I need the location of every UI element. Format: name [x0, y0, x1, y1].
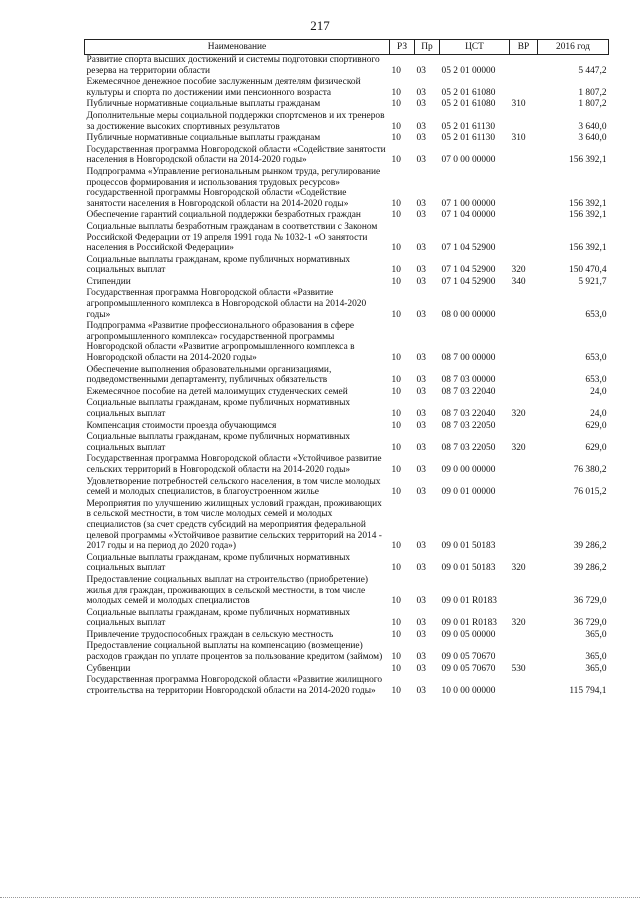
row-name-cell: Государственная программа Новгородской области «Устойчивое развитие сельских территорий в Новгородской области на 2014-2020 годы» — [86, 454, 382, 475]
row-rz-cell: 10 — [391, 276, 401, 287]
row-name-cell: Мероприятия по улучшению жилищных условий граждан, проживающих в сельской местности, в том числе молодых семей и молодых специалистов (за счет средств субсидий на мероприятия федеральной целевой программы «Устойчивое развитие сельских территорий на 2014 - 2017 годы и на период до 2020 года») — [86, 498, 382, 552]
row-rz-cell: 10 — [391, 121, 401, 132]
row-pr-cell: 03 — [416, 198, 426, 209]
row-amount-cell: 3 640,0 — [578, 121, 607, 132]
table-row — [85, 99, 609, 111]
row-cst-cell: 05 2 01 61130 — [441, 121, 496, 132]
row-name-cell: Социальные выплаты гражданам, кроме публичных нормативных социальных выплат — [86, 432, 351, 453]
table-row — [85, 222, 609, 255]
row-amount-cell: 156 392,1 — [569, 243, 607, 254]
row-amount-cell: 629,0 — [585, 420, 607, 431]
row-rz-cell: 10 — [391, 65, 401, 76]
row-amount-cell: 653,0 — [585, 353, 607, 364]
row-amount-cell: 115 794,1 — [569, 685, 607, 696]
table-row — [85, 477, 609, 499]
row-name-cell: Публичные нормативные социальные выплаты гражданам — [86, 133, 321, 144]
row-vr-cell: 320 — [511, 409, 526, 419]
row-cst-cell: 10 0 00 00000 — [441, 685, 496, 696]
row-rz-cell: 10 — [391, 265, 401, 276]
row-cst-cell: 07 1 04 52900 — [441, 243, 496, 254]
table-row — [85, 111, 609, 133]
table-row — [85, 664, 609, 676]
row-rz-cell: 10 — [391, 618, 401, 629]
row-cst-cell: 08 7 03 22040 — [441, 409, 496, 419]
row-pr-cell: 03 — [416, 487, 426, 498]
row-cst-cell: 09 0 01 R0183 — [441, 618, 497, 629]
table-row — [85, 454, 609, 476]
row-name-cell: Ежемесячное пособие на детей малоимущих студенческих семей — [86, 386, 348, 397]
row-amount-cell: 24,0 — [590, 386, 607, 397]
table-row — [85, 55, 609, 78]
row-rz-cell: 10 — [391, 420, 401, 431]
row-vr-cell: 320 — [511, 265, 526, 276]
row-name-cell: Обеспечение выполнения образовательными организациями, подведомственными департаменту, публичных обязательств — [86, 364, 332, 386]
row-pr-cell: 03 — [416, 629, 426, 640]
row-vr-cell — [510, 675, 538, 697]
table-row — [85, 398, 609, 420]
row-cst-cell: 07 0 00 00000 — [441, 155, 496, 166]
row-name-cell: Социальные выплаты гражданам, кроме публичных нормативных социальных выплат — [86, 552, 351, 574]
row-rz-cell: 10 — [391, 99, 401, 110]
row-vr-cell — [510, 222, 538, 255]
row-amount-cell: 36 729,0 — [573, 618, 607, 629]
row-name-cell: Дополнительные меры социальной поддержки спортсменов и их тренеров за достижение высоких спортивных результатов — [86, 110, 385, 132]
row-name-cell: Субвенции — [86, 663, 131, 674]
row-vr-cell — [510, 387, 538, 399]
row-pr-cell: 03 — [416, 87, 426, 98]
table-header-row — [85, 40, 609, 55]
row-rz-cell: 10 — [391, 386, 401, 397]
row-pr-cell: 03 — [416, 596, 426, 607]
row-vr-cell — [510, 55, 538, 78]
row-pr-cell: 03 — [416, 618, 426, 629]
row-name-cell: Компенсация стоимости проезда обучающимся — [86, 420, 277, 431]
row-vr-cell — [510, 421, 538, 433]
row-pr-cell: 03 — [416, 155, 426, 166]
table-row — [85, 432, 609, 454]
table-row — [85, 641, 609, 663]
row-pr-cell: 03 — [416, 309, 426, 320]
row-vr-cell: 340 — [511, 276, 526, 287]
row-cst-cell: 05 2 01 00000 — [441, 65, 496, 76]
row-pr-cell: 03 — [416, 541, 426, 552]
table-row — [85, 133, 609, 145]
row-cst-cell: 08 0 00 00000 — [441, 309, 496, 320]
table-row — [85, 575, 609, 608]
row-cst-cell: 09 0 05 00000 — [441, 629, 496, 640]
row-pr-cell: 03 — [416, 386, 426, 397]
row-vr-cell — [510, 630, 538, 642]
row-cst-cell: 08 7 03 22050 — [441, 420, 496, 431]
column-header-pr: Пр — [415, 40, 440, 55]
row-cst-cell: 07 1 00 00000 — [441, 198, 496, 209]
table-row — [85, 387, 609, 399]
row-pr-cell: 03 — [416, 353, 426, 364]
table-row — [85, 421, 609, 433]
row-amount-cell: 24,0 — [590, 409, 607, 419]
column-header-cst: ЦСТ — [440, 40, 510, 55]
row-cst-cell: 09 0 01 50183 — [441, 541, 496, 552]
row-amount-cell: 653,0 — [585, 309, 607, 320]
row-amount-cell: 36 729,0 — [573, 596, 607, 607]
row-name-cell: Социальные выплаты гражданам, кроме публичных нормативных социальных выплат — [86, 398, 351, 419]
row-cst-cell: 05 2 01 61130 — [441, 133, 496, 144]
budget-table — [84, 39, 609, 697]
row-rz-cell: 10 — [391, 442, 401, 453]
row-amount-cell: 365,0 — [585, 652, 607, 663]
row-name-cell: Социальные выплаты безработным гражданам в соответствии с Законом Российской Федерации от 19 апреля 1991 года № 1032-1 «О занятости населения в Российской Федерации» — [86, 221, 378, 254]
row-vr-cell — [510, 499, 538, 553]
row-rz-cell: 10 — [391, 210, 401, 221]
table-row — [85, 77, 609, 99]
row-cst-cell: 08 7 00 00000 — [441, 353, 496, 364]
row-pr-cell: 03 — [416, 685, 426, 696]
row-rz-cell: 10 — [391, 596, 401, 607]
row-amount-cell: 629,0 — [585, 442, 607, 453]
column-header-name: Наименование — [85, 40, 390, 55]
row-vr-cell — [510, 167, 538, 210]
row-vr-cell — [510, 288, 538, 321]
table-row — [85, 321, 609, 364]
row-rz-cell: 10 — [391, 487, 401, 498]
row-name-cell: Обеспечение гарантий социальной поддержки безработных граждан — [86, 210, 361, 221]
row-cst-cell: 05 2 01 61080 — [441, 87, 496, 98]
row-amount-cell: 365,0 — [585, 663, 607, 674]
table-row — [85, 255, 609, 277]
row-rz-cell: 10 — [391, 133, 401, 144]
row-vr-cell — [510, 641, 538, 663]
row-rz-cell: 10 — [391, 309, 401, 320]
row-rz-cell: 10 — [391, 198, 401, 209]
row-amount-cell: 156 392,1 — [569, 198, 607, 209]
row-rz-cell: 10 — [391, 685, 401, 696]
row-rz-cell: 10 — [391, 629, 401, 640]
row-pr-cell: 03 — [416, 409, 426, 419]
page-bottom-rule — [0, 897, 640, 898]
row-name-cell: Развитие спорта высших достижений и системы подготовки спортивного резерва на территории области — [86, 55, 380, 76]
table-row — [85, 145, 609, 167]
row-vr-cell — [510, 111, 538, 133]
row-vr-cell — [510, 145, 538, 167]
row-vr-cell: 310 — [511, 99, 526, 110]
row-amount-cell: 1 807,2 — [578, 87, 607, 98]
row-vr-cell — [510, 454, 538, 476]
row-rz-cell: 10 — [391, 541, 401, 552]
row-pr-cell: 03 — [416, 464, 426, 475]
row-cst-cell: 09 0 01 00000 — [441, 487, 496, 498]
page-number: 217 — [310, 18, 330, 33]
row-amount-cell: 156 392,1 — [569, 155, 607, 166]
row-rz-cell: 10 — [391, 409, 401, 419]
row-name-cell: Публичные нормативные социальные выплаты гражданам — [86, 99, 321, 110]
row-amount-cell: 3 640,0 — [578, 133, 607, 144]
row-vr-cell: 320 — [511, 563, 526, 574]
column-header-rz: РЗ — [390, 40, 415, 55]
column-header-year: 2016 год — [538, 40, 609, 55]
row-name-cell: Привлечение трудоспособных граждан в сельскую местность — [86, 629, 334, 640]
row-pr-cell: 03 — [416, 663, 426, 674]
row-name-cell: Государственная программа Новгородской области «Развитие жилищного строительства на территории Новгородской области на 2014-2020 годы» — [86, 675, 383, 696]
table-row — [85, 365, 609, 387]
row-cst-cell: 08 7 03 00000 — [441, 375, 496, 386]
row-pr-cell: 03 — [416, 375, 426, 386]
row-rz-cell: 10 — [391, 563, 401, 574]
row-rz-cell: 10 — [391, 652, 401, 663]
row-amount-cell: 5 921,7 — [578, 276, 607, 287]
row-cst-cell: 09 0 05 70670 — [441, 663, 496, 674]
row-amount-cell: 1 807,2 — [578, 99, 607, 110]
row-name-cell: Стипендии — [86, 276, 131, 287]
row-pr-cell: 03 — [416, 442, 426, 453]
row-pr-cell: 03 — [416, 276, 426, 287]
table-row — [85, 499, 609, 553]
row-name-cell: Удовлетворение потребностей сельского населения, в том числе молодых семей и молодых специалистов, в благоустроенном жилье — [86, 476, 381, 498]
column-header-vr: ВР — [510, 40, 538, 55]
row-vr-cell — [510, 77, 538, 99]
row-rz-cell: 10 — [391, 87, 401, 98]
row-vr-cell: 320 — [511, 442, 526, 453]
row-amount-cell: 150 470,4 — [569, 265, 607, 276]
row-pr-cell: 03 — [416, 210, 426, 221]
row-amount-cell: 156 392,1 — [569, 210, 607, 221]
row-vr-cell — [510, 210, 538, 222]
table-row — [85, 630, 609, 642]
row-vr-cell — [510, 321, 538, 364]
row-cst-cell: 07 1 04 52900 — [441, 265, 496, 276]
row-rz-cell: 10 — [391, 155, 401, 166]
row-cst-cell: 07 1 04 00000 — [441, 210, 496, 221]
row-pr-cell: 03 — [416, 99, 426, 110]
row-amount-cell: 76 380,2 — [573, 464, 607, 475]
row-name-cell: Государственная программа Новгородской области «Содействие занятости населения в Новгородской области на 2014-2020 годы» — [86, 144, 386, 166]
row-cst-cell: 09 0 01 R0183 — [441, 596, 497, 607]
row-rz-cell: 10 — [391, 464, 401, 475]
row-vr-cell: 310 — [511, 133, 526, 144]
row-amount-cell: 653,0 — [585, 375, 607, 386]
table-row — [85, 553, 609, 575]
table-row — [85, 167, 609, 210]
row-pr-cell: 03 — [416, 121, 426, 132]
row-name-cell: Предоставление социальной выплаты на компенсацию (возмещение) расходов граждан по уплате процентов за пользование кредитом (займом) — [86, 641, 383, 663]
row-pr-cell: 03 — [416, 265, 426, 276]
row-vr-cell: 320 — [511, 618, 526, 629]
row-rz-cell: 10 — [391, 663, 401, 674]
row-rz-cell: 10 — [391, 243, 401, 254]
row-name-cell: Ежемесячное денежное пособие заслуженным деятелям физической культуры и спорта по достижении ими пенсионного возраста — [86, 77, 361, 98]
table-row — [85, 210, 609, 222]
row-cst-cell: 09 0 00 00000 — [441, 464, 496, 475]
row-cst-cell: 08 7 03 22040 — [441, 386, 496, 397]
row-pr-cell: 03 — [416, 563, 426, 574]
table-row — [85, 608, 609, 630]
row-name-cell: Предоставление социальных выплат на строительство (приобретение) жилья для граждан, проживающих в сельской местности, в том числе молодых семей и молодых специалистов — [86, 574, 368, 607]
row-amount-cell: 39 286,2 — [573, 563, 607, 574]
row-name-cell: Подпрограмма «Развитие профессионального образования в сфере агропромышленного комплекса» государственной программы Новгородской области «Развитие агропромышленного комплекса в Новгородской области на 2014-2020 годы» — [86, 321, 355, 364]
row-name-cell: Государственная программа Новгородской области «Развитие агропромышленного комплекса в Новгородской области на 2014-2020 годы» — [86, 288, 367, 320]
row-amount-cell: 365,0 — [585, 629, 607, 640]
row-name-cell: Социальные выплаты гражданам, кроме публичных нормативных социальных выплат — [86, 607, 351, 629]
row-vr-cell — [510, 477, 538, 499]
table-row — [85, 675, 609, 697]
row-cst-cell: 09 0 05 70670 — [441, 652, 496, 663]
row-vr-cell — [510, 365, 538, 387]
row-amount-cell: 5 447,2 — [578, 65, 607, 76]
table-row — [85, 277, 609, 289]
row-rz-cell: 10 — [391, 375, 401, 386]
row-vr-cell — [510, 575, 538, 608]
row-rz-cell: 10 — [391, 353, 401, 364]
row-name-cell: Подпрограмма «Управление региональным рынком труда, регулирование процессов формирования и использования трудовых ресурсов» государственной программы Новгородской области «Содействие занятости населения в Новгородской области на 2014-2020 годы» — [86, 166, 381, 209]
row-amount-cell: 39 286,2 — [573, 541, 607, 552]
row-name-cell: Социальные выплаты гражданам, кроме публичных нормативных социальных выплат — [86, 254, 351, 276]
table-row — [85, 288, 609, 321]
row-pr-cell: 03 — [416, 652, 426, 663]
row-amount-cell: 76 015,2 — [573, 487, 607, 498]
row-cst-cell: 07 1 04 52900 — [441, 276, 496, 287]
row-pr-cell: 03 — [416, 65, 426, 76]
row-pr-cell: 03 — [416, 243, 426, 254]
row-cst-cell: 09 0 01 50183 — [441, 563, 496, 574]
row-pr-cell: 03 — [416, 133, 426, 144]
row-vr-cell: 530 — [511, 663, 526, 674]
row-cst-cell: 08 7 03 22050 — [441, 442, 496, 453]
row-cst-cell: 05 2 01 61080 — [441, 99, 496, 110]
row-pr-cell: 03 — [416, 420, 426, 431]
